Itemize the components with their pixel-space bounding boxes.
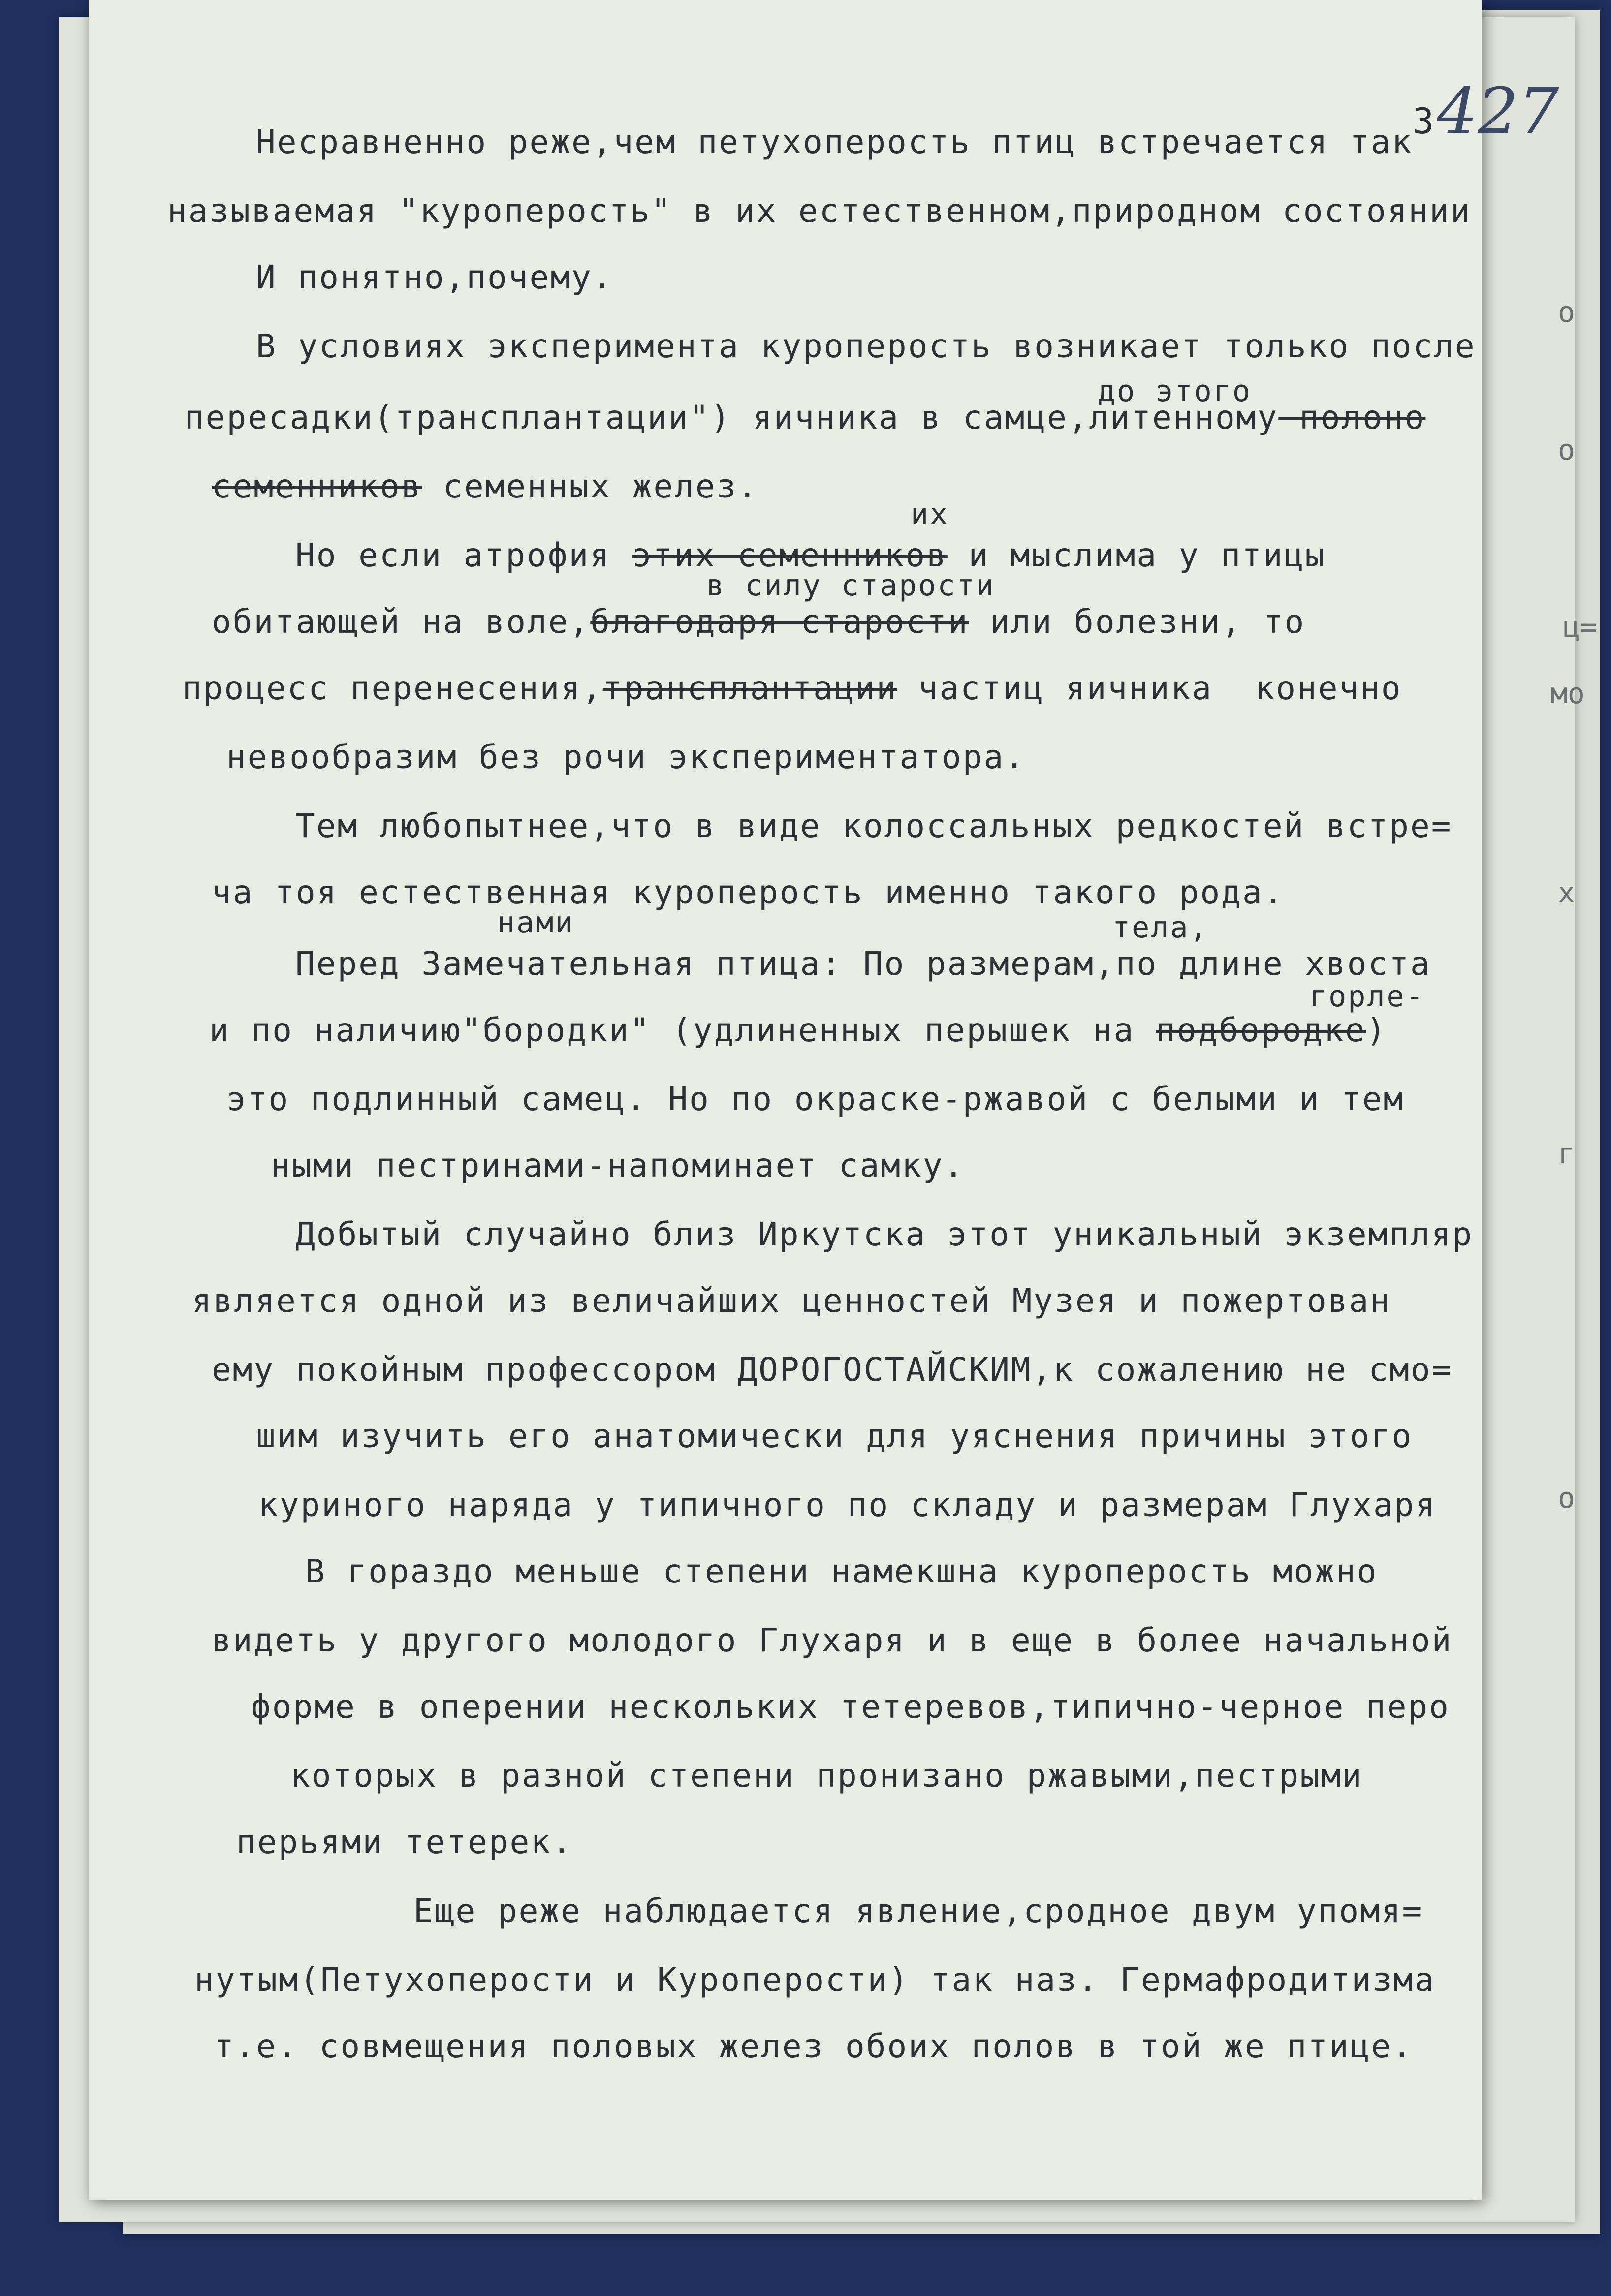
margin-fragment-4: мо xyxy=(1550,677,1585,710)
text-line-26: перьями тетерек. xyxy=(236,1823,573,1861)
text-line-14 xyxy=(209,1011,1387,1049)
text-line-6-end: семенных желез. xyxy=(422,467,759,505)
insertion-tela: тела, xyxy=(1112,910,1209,945)
text-line-9-end: частиц яичника конечно xyxy=(897,669,1402,707)
text-line-25: которых в разной степени пронизано ржавыми,пестрыми xyxy=(290,1757,1363,1795)
margin-fragment-6: г xyxy=(1558,1137,1575,1170)
struck-phrase-blagodarya-starosti: благодаря старости xyxy=(590,603,969,641)
margin-fragment-5: х xyxy=(1558,876,1575,909)
text-line-3: И понятно,почему. xyxy=(256,258,614,296)
text-line-13: Перед Замечательная птица: По размерам,по длине хвоста xyxy=(295,945,1431,983)
text-line-5-start: пересадки(трансплантации") яичника в самце, xyxy=(185,399,1089,436)
struck-phrase-etikh-semennikov: этих семенников xyxy=(632,536,948,574)
text-line-28: нутым(Петухоперости и Куроперости) так наз. Гермафродитизма xyxy=(194,1961,1436,1999)
text-line-11: Тем любопытнее,что в виде колоссальных редкостей встре= xyxy=(295,807,1453,845)
text-line-15: это подлинный самец. Но по окраске-ржавой с белыми и тем xyxy=(226,1080,1405,1118)
text-line-5-middle: литенному xyxy=(1089,399,1279,436)
text-line-23: видеть у другого молодого Глухаря и в еще в более начальной xyxy=(212,1621,1453,1659)
margin-fragment-1: о xyxy=(1558,295,1575,329)
text-line-9 xyxy=(182,669,1402,707)
text-line-7-start: Но если атрофия xyxy=(295,536,632,574)
page-number-handwritten: 427 xyxy=(1437,74,1559,149)
margin-fragment-2: о xyxy=(1558,433,1575,466)
text-line-1: Несравненно реже,чем петухоперость птиц встречается так xyxy=(256,123,1413,161)
text-line-8-start: обитающей на воле, xyxy=(212,603,591,641)
margin-fragment-7: о xyxy=(1558,1481,1575,1515)
margin-fragment-3: ц= xyxy=(1563,610,1597,644)
text-line-16: ными пестринами-напоминает самку. xyxy=(271,1147,965,1184)
text-line-12: ча тоя естественная куроперость именно такого рода. xyxy=(212,873,1285,911)
text-line-8 xyxy=(212,603,1305,641)
struck-word-podborodke: подбородке xyxy=(1156,1011,1366,1049)
text-line-22: В гораздо меньше степени намекшна куроперость можно xyxy=(305,1552,1378,1590)
text-line-24: форме в оперении нескольких тетеревов,типично-черное перо xyxy=(251,1688,1450,1726)
text-line-21: куриного наряда у типичного по складу и размерам Глухаря xyxy=(258,1486,1437,1524)
text-line-5 xyxy=(185,399,1425,436)
struck-word-polono: полоно xyxy=(1278,399,1426,436)
text-line-29: т.е. совмещения половых желез обоих полов в той же птице. xyxy=(214,2027,1413,2065)
typewritten-page xyxy=(89,0,1559,2200)
text-line-20: шим изучить его анатомически для уяснения причины этого xyxy=(256,1417,1413,1455)
text-line-19: ему покойным профессором ДОРОГОСТАЙСКИМ,к сожалению не смо= xyxy=(212,1351,1453,1389)
insertion-nami: нами xyxy=(497,905,574,940)
text-line-7-end: и мыслима у птицы xyxy=(947,536,1327,574)
text-line-14-start: и по наличию"бородки" (удлиненных перышек на xyxy=(209,1011,1156,1049)
struck-word-transplantatsii: трансплантации xyxy=(602,669,898,707)
text-line-18: является одной из величайших ценностей Музея и пожертован xyxy=(192,1282,1391,1320)
insertion-v-silu-starosti: в силу старости xyxy=(706,568,995,603)
struck-word-semennikov: семенников xyxy=(212,467,422,505)
text-line-17: Добытый случайно близ Иркутска этот уникальный экземпляр xyxy=(295,1215,1474,1253)
text-line-9-start: процесс перенесения, xyxy=(182,669,603,707)
insertion-do-etogo: до этого xyxy=(1098,374,1252,408)
text-line-2: называемая "куроперость" в их естественном,природном состоянии xyxy=(167,192,1472,230)
text-line-14-end: ) xyxy=(1366,1011,1388,1049)
text-line-4: В условиях эксперимента куроперость возникает только после xyxy=(256,327,1476,365)
page-number-typed: 3 xyxy=(1413,100,1434,142)
text-line-27: Еще реже наблюдается явление,сродное двум упомя= xyxy=(413,1892,1423,1930)
page-number xyxy=(1413,74,1559,149)
text-line-6 xyxy=(212,467,758,505)
text-line-10: невообразим без рочи экспериментатора. xyxy=(226,738,1026,776)
insertion-ikh: их xyxy=(911,497,949,531)
text-line-8-end: или болезни, то xyxy=(969,603,1306,641)
insertion-gorle: горле- xyxy=(1309,979,1425,1014)
